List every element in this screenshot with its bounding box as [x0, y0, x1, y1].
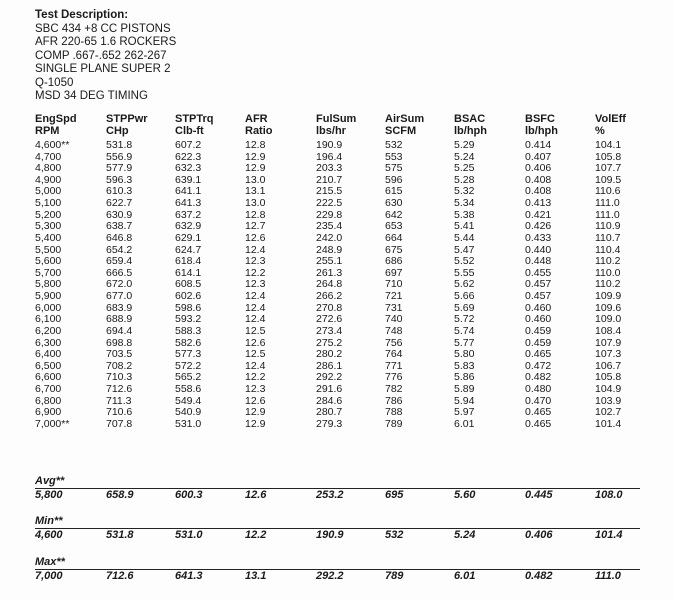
- cell-air: 782: [385, 383, 403, 396]
- cell-rpm: 6,200: [35, 324, 62, 337]
- cell-afr: 12.4: [245, 313, 266, 326]
- cell-bsac: 5.55: [454, 266, 475, 279]
- header-fuel: [316, 113, 356, 137]
- cell-rpm: 5,800: [35, 278, 62, 291]
- cell-bsfc: 0.465: [525, 417, 552, 430]
- header-bsac: [454, 113, 487, 137]
- cell-bsac: 5.83: [454, 359, 475, 372]
- header-air: [385, 113, 424, 137]
- cell-voleff: 110.4: [595, 243, 621, 256]
- cell-bsfc: 0.459: [525, 336, 552, 349]
- cell-voleff: 108.4: [595, 324, 622, 337]
- cell-voleff: 109.5: [595, 173, 622, 186]
- description-line: Q-1050: [35, 76, 74, 89]
- header-line2: SCFM: [385, 125, 417, 137]
- cell-torque: 641.1: [175, 185, 202, 198]
- cell-bsac: 5.69: [454, 301, 475, 314]
- summary-label-avg: Avg**: [35, 475, 65, 487]
- cell-torque: 607.2: [175, 139, 202, 151]
- cell-bsac: 5.29: [454, 139, 475, 151]
- cell-air: 764: [385, 348, 403, 361]
- cell-bsac: 5.89: [454, 383, 475, 396]
- cell-air: 664: [385, 231, 403, 244]
- cell-voleff: 101.4: [595, 417, 622, 430]
- header-line1: FulSum: [316, 113, 357, 125]
- cell-voleff: 110.2: [595, 278, 621, 291]
- description-line: SINGLE PLANE SUPER 2: [35, 63, 171, 75]
- summary-afr: 12.2: [245, 529, 267, 541]
- cell-rpm: 5,100: [35, 197, 62, 210]
- cell-bsac: 5.32: [454, 185, 475, 198]
- cell-rpm: 5,700: [35, 266, 62, 279]
- header-power: [106, 113, 148, 137]
- cell-bsac: 5.80: [454, 348, 475, 361]
- cell-voleff: 104.9: [595, 383, 622, 396]
- header-afr: [245, 113, 273, 137]
- header-line1: BSFC: [525, 113, 555, 125]
- cell-air: 553: [385, 150, 403, 163]
- cell-voleff: 107.3: [595, 348, 622, 361]
- header-line2: lb/hph: [454, 125, 487, 137]
- cell-torque: 531.0: [175, 417, 202, 430]
- cell-power: 666.5: [106, 266, 133, 279]
- cell-rpm: 6,600: [35, 371, 62, 384]
- cell-power: 703.5: [106, 348, 133, 361]
- cell-air: 710: [385, 278, 403, 291]
- cell-fuel: 264.8: [316, 278, 343, 291]
- cell-bsac: 5.52: [454, 255, 475, 268]
- summary-torque: 600.3: [175, 489, 203, 501]
- summary-bsac: 6.01: [454, 570, 476, 582]
- cell-bsac: 5.66: [454, 290, 475, 303]
- summary-torque: 641.3: [175, 570, 203, 582]
- cell-bsfc: 0.408: [525, 173, 552, 186]
- cell-power: 577.9: [106, 162, 133, 175]
- cell-air: 675: [385, 243, 403, 256]
- summary-torque: 531.0: [175, 529, 203, 541]
- cell-torque: 549.4: [175, 394, 202, 407]
- cell-fuel: 275.2: [316, 336, 343, 349]
- cell-fuel: 248.9: [316, 243, 343, 256]
- cell-afr: 12.6: [245, 336, 266, 349]
- cell-fuel: 272.6: [316, 313, 343, 326]
- cell-fuel: 284.6: [316, 394, 343, 407]
- cell-fuel: 286.1: [316, 359, 343, 372]
- cell-torque: 629.1: [175, 231, 202, 244]
- cell-bsac: 5.94: [454, 394, 475, 407]
- cell-torque: 598.6: [175, 301, 202, 314]
- summary-afr: 13.1: [245, 570, 267, 582]
- cell-afr: 12.3: [245, 255, 266, 268]
- cell-voleff: 106.7: [595, 359, 622, 372]
- cell-voleff: 111.0: [595, 197, 620, 210]
- summary-power: 531.8: [106, 529, 134, 541]
- cell-bsac: 5.44: [454, 231, 475, 244]
- cell-bsfc: 0.459: [525, 324, 552, 337]
- cell-bsfc: 0.433: [525, 231, 552, 244]
- header-rpm: [35, 113, 77, 137]
- cell-fuel: 279.3: [316, 417, 343, 430]
- cell-torque: 602.6: [175, 290, 202, 303]
- cell-rpm: 5,600: [35, 255, 62, 268]
- summary-divider: [35, 528, 640, 529]
- summary-fuel: 292.2: [316, 570, 344, 582]
- cell-fuel: 196.4: [316, 150, 343, 163]
- cell-bsfc: 0.460: [525, 313, 552, 326]
- summary-divider: [35, 488, 640, 489]
- cell-air: 686: [385, 255, 403, 268]
- cell-power: 672.0: [106, 278, 133, 291]
- cell-bsfc: 0.457: [525, 278, 552, 291]
- cell-afr: 12.8: [245, 208, 266, 221]
- cell-afr: 13.0: [245, 173, 266, 186]
- cell-afr: 12.8: [245, 139, 266, 151]
- cell-fuel: 210.7: [316, 173, 343, 186]
- cell-power: 710.6: [106, 406, 133, 419]
- summary-voleff: 111.0: [595, 570, 621, 582]
- cell-torque: 624.7: [175, 243, 202, 256]
- summary-label-max: Max**: [35, 556, 65, 568]
- summary-bsac: 5.24: [454, 529, 476, 541]
- cell-rpm: 6,000: [35, 301, 62, 314]
- header-line2: lb/hph: [525, 125, 558, 137]
- cell-torque: 637.2: [175, 208, 202, 221]
- description-line: COMP .667-.652 262-267: [35, 49, 167, 62]
- cell-rpm: 7,000**: [35, 417, 70, 430]
- summary-voleff: 101.4: [595, 529, 623, 541]
- cell-afr: 12.4: [245, 290, 266, 303]
- cell-afr: 13.0: [245, 197, 266, 210]
- cell-fuel: 261.3: [316, 266, 343, 279]
- test-description: [35, 9, 176, 104]
- summary-bsac: 5.60: [454, 489, 476, 501]
- header-line2: %: [595, 125, 605, 137]
- cell-air: 748: [385, 324, 403, 337]
- cell-bsfc: 0.465: [525, 348, 552, 361]
- cell-afr: 12.4: [245, 301, 266, 314]
- cell-air: 615: [385, 185, 403, 198]
- cell-rpm: 6,400: [35, 348, 62, 361]
- cell-power: 711.3: [106, 394, 132, 407]
- cell-air: 786: [385, 394, 403, 407]
- cell-bsac: 5.47: [454, 243, 475, 256]
- cell-voleff: 105.8: [595, 371, 622, 384]
- cell-bsac: 5.25: [454, 162, 475, 175]
- cell-torque: 582.6: [175, 336, 202, 349]
- cell-bsac: 6.01: [454, 417, 475, 430]
- cell-bsfc: 0.480: [525, 383, 552, 396]
- cell-bsac: 5.28: [454, 173, 475, 186]
- summary-fuel: 190.9: [316, 529, 344, 541]
- cell-rpm: 6,300: [35, 336, 62, 349]
- cell-bsfc: 0.472: [525, 359, 552, 372]
- cell-bsac: 5.77: [454, 336, 475, 349]
- description-line: SBC 434 +8 CC PISTONS: [35, 22, 171, 35]
- cell-air: 653: [385, 220, 403, 233]
- cell-power: 688.9: [106, 313, 133, 326]
- cell-air: 697: [385, 266, 403, 279]
- cell-air: 740: [385, 313, 403, 326]
- summary-air: 789: [385, 570, 404, 582]
- cell-voleff: 109.9: [595, 290, 622, 303]
- cell-torque: 577.3: [175, 348, 202, 361]
- cell-torque: 593.2: [175, 313, 202, 326]
- cell-rpm: 6,900: [35, 406, 62, 419]
- cell-air: 575: [385, 162, 403, 175]
- cell-bsfc: 0.421: [525, 208, 552, 221]
- cell-bsac: 5.72: [454, 313, 475, 326]
- cell-torque: 622.3: [175, 150, 202, 163]
- cell-afr: 12.9: [245, 406, 266, 419]
- summary-divider: [35, 569, 640, 570]
- cell-voleff: 107.7: [595, 162, 622, 175]
- summary-bsfc: 0.482: [525, 570, 553, 582]
- cell-fuel: 242.0: [316, 231, 343, 244]
- cell-power: 710.3: [106, 371, 133, 384]
- summary-power: 658.9: [106, 489, 134, 501]
- cell-torque: 608.5: [175, 278, 202, 291]
- summary-bsfc: 0.445: [525, 489, 553, 501]
- summary-voleff: 108.0: [595, 489, 623, 501]
- summary-bsfc: 0.406: [525, 529, 553, 541]
- cell-afr: 13.1: [245, 185, 266, 198]
- summary-air: 695: [385, 489, 404, 501]
- cell-afr: 12.3: [245, 278, 266, 291]
- header-line2: Ratio: [245, 125, 273, 137]
- cell-air: 788: [385, 406, 403, 419]
- cell-torque: 614.1: [175, 266, 202, 279]
- cell-voleff: 110.2: [595, 255, 621, 268]
- header-voleff: [595, 113, 626, 137]
- header-line1: AFR: [245, 113, 268, 125]
- cell-rpm: 4,800: [35, 162, 62, 175]
- cell-fuel: 215.5: [316, 185, 343, 198]
- cell-voleff: 110.7: [595, 231, 621, 244]
- cell-voleff: 104.1: [595, 139, 622, 151]
- cell-power: 531.8: [106, 139, 133, 151]
- cell-bsac: 5.38: [454, 208, 475, 221]
- cell-bsfc: 0.455: [525, 266, 552, 279]
- cell-torque: 540.9: [175, 406, 202, 419]
- cell-afr: 12.4: [245, 243, 266, 256]
- cell-air: 630: [385, 197, 403, 210]
- cell-bsfc: 0.406: [525, 162, 552, 175]
- cell-afr: 12.6: [245, 394, 266, 407]
- cell-voleff: 105.8: [595, 150, 622, 163]
- summary-power: 712.6: [106, 570, 134, 582]
- cell-afr: 12.9: [245, 162, 266, 175]
- description-line: AFR 220-65 1.6 ROCKERS: [35, 36, 177, 48]
- cell-rpm: 4,900: [35, 173, 62, 186]
- cell-bsac: 5.74: [454, 324, 475, 337]
- cell-rpm: 4,700: [35, 150, 62, 163]
- cell-fuel: 229.8: [316, 208, 343, 221]
- cell-bsfc: 0.408: [525, 185, 552, 198]
- cell-afr: 12.5: [245, 324, 266, 337]
- cell-voleff: 102.7: [595, 406, 622, 419]
- cell-voleff: 111.0: [595, 208, 620, 221]
- cell-fuel: 235.4: [316, 220, 343, 233]
- cell-torque: 641.3: [175, 197, 202, 210]
- cell-torque: 572.2: [175, 359, 202, 372]
- cell-air: 771: [385, 359, 403, 372]
- cell-bsac: 5.86: [454, 371, 475, 384]
- cell-afr: 12.3: [245, 383, 266, 396]
- cell-rpm: 6,700: [35, 383, 62, 396]
- cell-power: 654.2: [106, 243, 133, 256]
- cell-fuel: 222.5: [316, 197, 343, 210]
- cell-afr: 12.4: [245, 359, 266, 372]
- cell-power: 659.4: [106, 255, 133, 268]
- cell-bsfc: 0.407: [525, 150, 552, 163]
- header-line2: RPM: [35, 125, 60, 137]
- cell-afr: 12.2: [245, 266, 266, 279]
- cell-air: 721: [385, 290, 403, 303]
- cell-rpm: 5,400: [35, 231, 62, 244]
- cell-power: 622.7: [106, 197, 133, 210]
- cell-voleff: 109.0: [595, 313, 622, 326]
- cell-air: 731: [385, 301, 403, 314]
- cell-bsfc: 0.457: [525, 290, 552, 303]
- cell-bsfc: 0.413: [525, 197, 552, 210]
- cell-air: 642: [385, 208, 403, 221]
- cell-bsfc: 0.440: [525, 243, 552, 256]
- cell-bsfc: 0.470: [525, 394, 552, 407]
- cell-rpm: 5,900: [35, 290, 62, 303]
- cell-voleff: 110.0: [595, 266, 621, 279]
- cell-voleff: 103.9: [595, 394, 622, 407]
- cell-power: 683.9: [106, 301, 133, 314]
- cell-bsac: 5.41: [454, 220, 475, 233]
- cell-air: 789: [385, 417, 403, 430]
- cell-bsfc: 0.482: [525, 371, 552, 384]
- cell-voleff: 110.6: [595, 185, 621, 198]
- cell-fuel: 255.1: [316, 255, 343, 268]
- cell-torque: 588.3: [175, 324, 202, 337]
- cell-bsfc: 0.426: [525, 220, 552, 233]
- cell-power: 677.0: [106, 290, 133, 303]
- cell-rpm: 6,500: [35, 359, 62, 372]
- cell-bsac: 5.62: [454, 278, 475, 291]
- header-line1: BSAC: [454, 113, 486, 125]
- header-line2: lbs/hr: [316, 125, 346, 137]
- cell-air: 776: [385, 371, 403, 384]
- cell-torque: 558.6: [175, 383, 202, 396]
- cell-afr: 12.5: [245, 348, 266, 361]
- cell-voleff: 107.9: [595, 336, 622, 349]
- cell-torque: 632.3: [175, 162, 202, 175]
- summary-fuel: 253.2: [316, 489, 344, 501]
- cell-power: 708.2: [106, 359, 133, 372]
- cell-bsfc: 0.414: [525, 139, 552, 151]
- summary-rpm: 4,600: [35, 529, 63, 541]
- cell-torque: 618.4: [175, 255, 202, 268]
- cell-rpm: 4,600**: [35, 139, 70, 151]
- cell-power: 712.6: [106, 383, 133, 396]
- cell-rpm: 5,500: [35, 243, 62, 256]
- cell-bsfc: 0.448: [525, 255, 552, 268]
- cell-fuel: 280.7: [316, 406, 343, 419]
- cell-fuel: 273.4: [316, 324, 343, 337]
- header-line1: STPPwr: [106, 113, 148, 125]
- header-line1: STPTrq: [175, 113, 214, 125]
- cell-bsac: 5.97: [454, 406, 475, 419]
- cell-fuel: 280.2: [316, 348, 343, 361]
- cell-fuel: 292.2: [316, 371, 343, 384]
- cell-power: 610.3: [106, 185, 133, 198]
- cell-power: 556.9: [106, 150, 133, 163]
- header-line1: AirSum: [385, 113, 425, 125]
- cell-bsac: 5.34: [454, 197, 475, 210]
- cell-air: 532: [385, 139, 403, 151]
- cell-rpm: 5,200: [35, 208, 62, 221]
- summary-afr: 12.6: [245, 489, 267, 501]
- cell-afr: 12.7: [245, 220, 266, 233]
- cell-bsfc: 0.465: [525, 406, 552, 419]
- summary-label-min: Min**: [35, 515, 63, 527]
- summary-rpm: 5,800: [35, 489, 63, 501]
- cell-fuel: 291.6: [316, 383, 343, 396]
- cell-torque: 632.9: [175, 220, 202, 233]
- cell-rpm: 6,800: [35, 394, 62, 407]
- header-torque: [175, 113, 214, 137]
- cell-power: 698.8: [106, 336, 133, 349]
- cell-power: 596.3: [106, 173, 133, 186]
- cell-fuel: 266.2: [316, 290, 343, 303]
- cell-rpm: 5,300: [35, 220, 62, 233]
- header-line1: VolEff: [595, 113, 626, 125]
- header-bsfc: [525, 113, 558, 137]
- cell-bsfc: 0.460: [525, 301, 552, 314]
- cell-afr: 12.6: [245, 231, 266, 244]
- summary-rpm: 7,000: [35, 570, 63, 582]
- cell-fuel: 190.9: [316, 139, 343, 151]
- cell-power: 630.9: [106, 208, 133, 221]
- cell-power: 638.7: [106, 220, 133, 233]
- cell-bsac: 5.24: [454, 150, 475, 163]
- cell-rpm: 5,000: [35, 185, 62, 198]
- cell-rpm: 6,100: [35, 313, 62, 326]
- cell-air: 596: [385, 173, 403, 186]
- description-title: Test Description:: [35, 9, 129, 21]
- cell-afr: 12.9: [245, 150, 266, 163]
- cell-torque: 565.2: [175, 371, 202, 384]
- header-line1: EngSpd: [35, 113, 77, 125]
- cell-fuel: 203.3: [316, 162, 343, 175]
- header-line2: CHp: [106, 125, 129, 137]
- cell-afr: 12.2: [245, 371, 266, 384]
- header-line2: Clb-ft: [175, 125, 204, 137]
- cell-torque: 639.1: [175, 173, 202, 186]
- cell-power: 707.8: [106, 417, 133, 430]
- cell-voleff: 109.6: [595, 301, 622, 314]
- cell-fuel: 270.8: [316, 301, 343, 314]
- summary-air: 532: [385, 529, 404, 541]
- cell-power: 646.8: [106, 231, 133, 244]
- description-line: MSD 34 DEG TIMING: [35, 90, 148, 102]
- cell-voleff: 110.9: [595, 220, 621, 233]
- cell-afr: 12.9: [245, 417, 266, 430]
- cell-air: 756: [385, 336, 403, 349]
- cell-power: 694.4: [106, 324, 133, 337]
